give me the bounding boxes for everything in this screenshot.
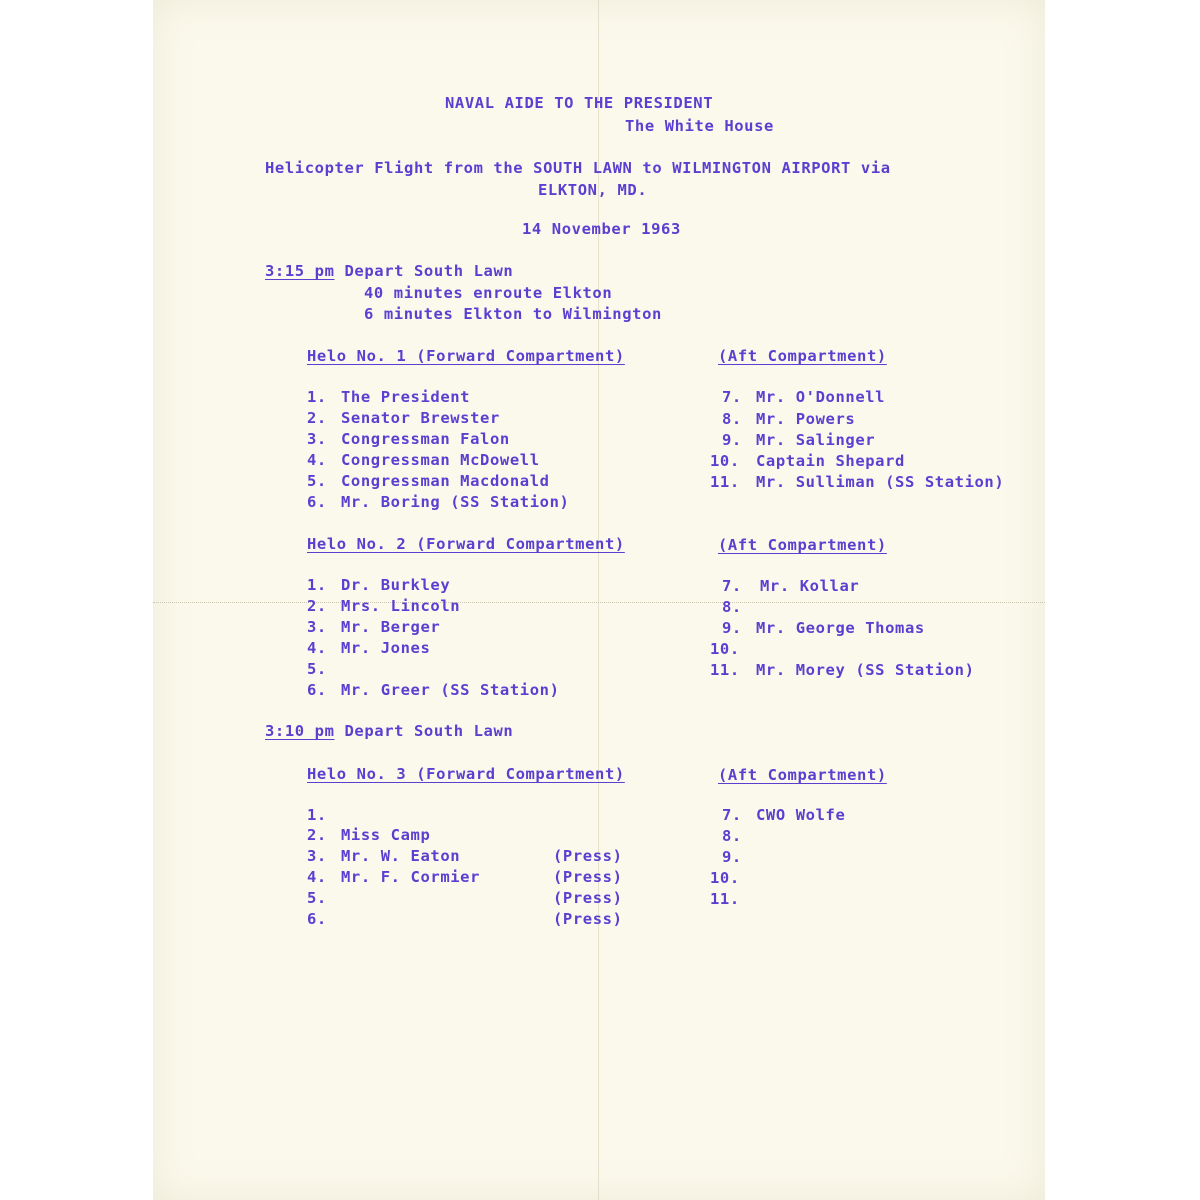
horizontal-fold-line <box>153 602 1045 603</box>
helo2-forward-row: 4. Mr. Jones <box>307 639 431 657</box>
helo2-aft-row: 7. Mr. Kollar <box>722 577 860 595</box>
flight-date: 14 November 1963 <box>522 220 681 238</box>
helo3-aft-row: 8. <box>722 827 742 845</box>
helo2-forward-row: 6. Mr. Greer (SS Station) <box>307 681 560 699</box>
helo3-forward-row: 1. <box>307 806 327 824</box>
helo3-forward-row: 6. <box>307 910 327 928</box>
departure2-time: 3:10 pm <box>265 722 335 740</box>
helo2-forward-title: Helo No. 2 (Forward Compartment) <box>307 535 625 553</box>
helo1-aft-row: 11. Mr. Sulliman (SS Station) <box>710 473 1005 491</box>
helo2-forward-row: 3. Mr. Berger <box>307 618 441 636</box>
helo2-forward-row: 1. Dr. Burkley <box>307 576 451 594</box>
helo1-forward-row: 6. Mr. Boring (SS Station) <box>307 493 570 511</box>
helo3-forward-row: 3. Mr. W. Eaton <box>307 847 461 865</box>
helo2-aft-row: 9. Mr. George Thomas <box>722 619 925 637</box>
helo1-forward-row: 3. Congressman Falon <box>307 430 510 448</box>
helo1-forward-row: 5. Congressman Macdonald <box>307 472 550 490</box>
helo1-forward-row: 4. Congressman McDowell <box>307 451 540 469</box>
helo3-aft-row: 10. <box>710 869 740 887</box>
helo3-press-note: (Press) <box>553 847 623 865</box>
helo2-forward-row: 5. <box>307 660 327 678</box>
departure1-label: Depart South Lawn <box>344 262 514 280</box>
helo3-forward-row: 2. Miss Camp <box>307 826 431 844</box>
helo1-aft-title: (Aft Compartment) <box>718 347 887 365</box>
flight-title-line2: ELKTON, MD. <box>538 181 648 199</box>
helo1-aft-row: 9. Mr. Salinger <box>722 431 876 449</box>
helo3-press-note: (Press) <box>553 889 623 907</box>
helo3-forward-row: 4. Mr. F. Cormier <box>307 868 481 886</box>
helo3-aft-row: 9. <box>722 848 742 866</box>
departure2-label: Depart South Lawn <box>344 722 514 740</box>
departure1-note1: 40 minutes enroute Elkton <box>364 284 613 302</box>
helo2-aft-row: 8. <box>722 598 742 616</box>
helo3-forward-row: 5. <box>307 889 327 907</box>
helo3-aft-title: (Aft Compartment) <box>718 766 887 784</box>
helo2-aft-row: 11. Mr. Morey (SS Station) <box>710 661 975 679</box>
helo2-forward-row: 2. Mrs. Lincoln <box>307 597 461 615</box>
helo1-forward-row: 2. Senator Brewster <box>307 409 500 427</box>
helo3-aft-row: 11. <box>710 890 740 908</box>
org-title: NAVAL AIDE TO THE PRESIDENT <box>445 94 714 112</box>
helo3-press-note: (Press) <box>553 868 623 886</box>
flight-title-line1: Helicopter Flight from the SOUTH LAWN to WILMINGTON AIRPORT via <box>265 159 891 177</box>
departure1-note2: 6 minutes Elkton to Wilmington <box>364 305 662 323</box>
helo1-forward-row: 1. The President <box>307 388 471 406</box>
departure1-time: 3:15 pm <box>265 262 335 280</box>
departure2-line <box>265 721 513 741</box>
office-name: The White House <box>625 117 774 135</box>
helo3-press-note: (Press) <box>553 910 623 928</box>
helo1-aft-row: 8. Mr. Powers <box>722 410 856 428</box>
helo3-aft-row: 7. CWO Wolfe <box>722 806 846 824</box>
helo1-forward-title: Helo No. 1 (Forward Compartment) <box>307 347 625 365</box>
departure1-line <box>265 261 513 281</box>
helo2-aft-title: (Aft Compartment) <box>718 536 887 554</box>
helo2-aft-row: 10. <box>710 640 740 658</box>
helo1-aft-row: 7. Mr. O'Donnell <box>722 388 886 406</box>
helo1-aft-row: 10. Captain Shepard <box>710 452 905 470</box>
helo3-forward-title: Helo No. 3 (Forward Compartment) <box>307 765 625 783</box>
